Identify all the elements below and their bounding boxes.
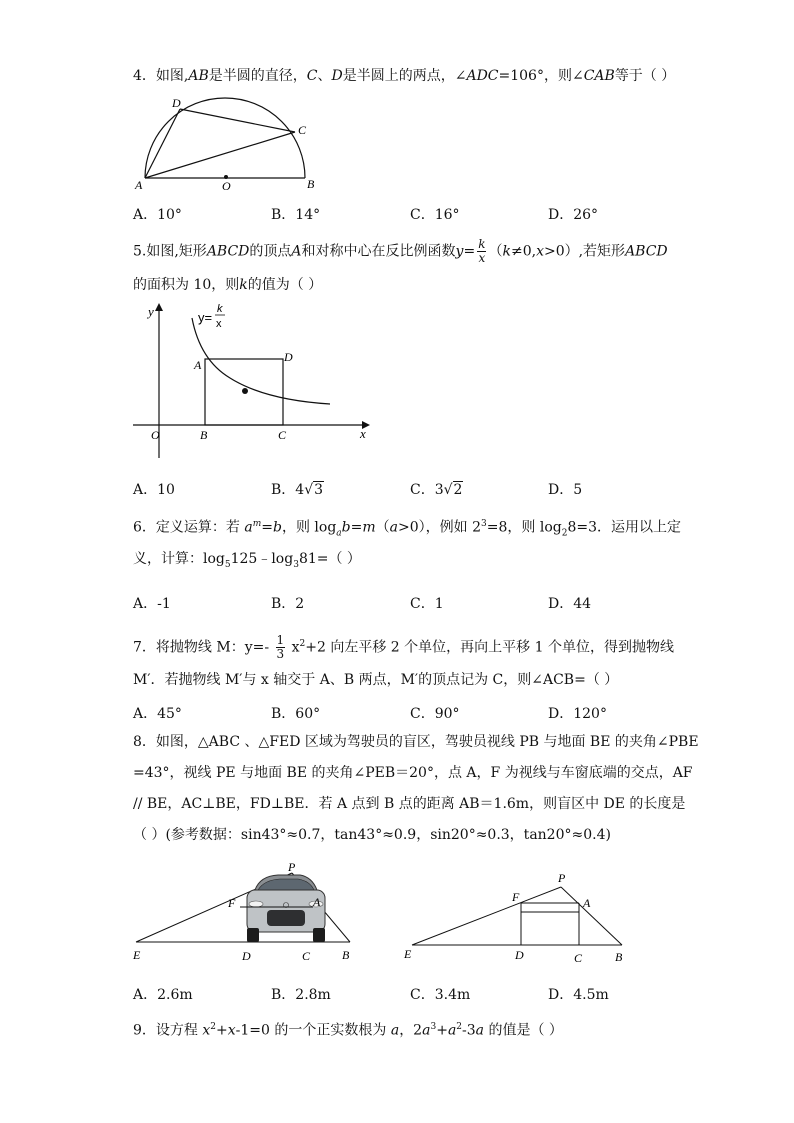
label-b: B — [342, 948, 350, 962]
label-c: C — [278, 428, 287, 442]
q8-stem-line4: （ ）(参考数据：sin43°≈0.7，tan43°≈0.9，sin20°≈0.3，tan20°≈0.4) — [133, 827, 611, 843]
q4-option-c[interactable]: C．16° — [410, 207, 460, 223]
label-d: D — [515, 948, 524, 962]
q8-stem-line1: 8．如图，△ABC 、△FED 区域为驾驶员的盲区，驾驶员视线 PB 与地面 BE 的夹角∠PBE — [133, 734, 699, 750]
car-grille — [267, 910, 305, 926]
label-e: E — [404, 947, 412, 961]
car-wheel-right — [313, 928, 325, 942]
label-c: C — [574, 951, 583, 965]
q7-option-c[interactable]: C．90° — [410, 706, 460, 722]
func-label-den: x — [216, 318, 222, 330]
q8-stem-line3: // BE，AC⊥BE，FD⊥BE．若 A 点到 B 点的距离 AB＝1.6m，则盲区中 DE 的长度是 — [133, 796, 686, 812]
label-d: D — [172, 96, 181, 110]
q6-option-d[interactable]: D．44 — [548, 596, 592, 612]
q8-option-a[interactable]: A．2.6m — [133, 987, 193, 1003]
label-e: E — [133, 948, 141, 962]
car-headlight-left — [249, 901, 263, 907]
q8-stem-line2: =43°，视线 PE 与地面 BE 的夹角∠PEB＝20°，点 A，F 为视线与车窗底端的交点，AF — [133, 765, 693, 781]
q8-figure-car — [130, 860, 360, 965]
label-p: P — [558, 871, 566, 885]
q5-option-c[interactable]: C．3√2 — [410, 482, 463, 498]
sight-line-pe — [412, 887, 561, 945]
q4-semicircle-figure — [130, 90, 330, 195]
q4-option-d[interactable]: D．26° — [548, 207, 599, 223]
segment-dc — [180, 109, 295, 132]
label-b: B — [615, 950, 623, 964]
q8-option-c[interactable]: C．3.4m — [410, 987, 471, 1003]
label-d: D — [284, 350, 293, 364]
q7-fraction: $\frac{1}{3}$ — [276, 633, 285, 661]
y-axis-arrow — [155, 303, 163, 311]
label-a: A — [194, 358, 202, 372]
label-a: A — [583, 896, 591, 910]
sight-line-pb — [561, 887, 622, 945]
q4-option-a[interactable]: A．10° — [133, 207, 182, 223]
segment-ac — [145, 132, 295, 178]
q7-option-b[interactable]: B．60° — [271, 706, 321, 722]
q5-stem-line1: 5.如图,矩形ABCD的顶点A和对称中心在反比例函数y= $\frac{k}{x}$ （k≠0,x>0）,若矩形ABCD — [133, 237, 668, 265]
label-d: D — [242, 949, 251, 963]
q6-stem-line2: 义，计算：$\log_5125﹣\log_381=$（ ） — [133, 551, 361, 570]
car-wheel-left — [247, 928, 259, 942]
q7-option-a[interactable]: A．45° — [133, 706, 182, 722]
q6-option-a[interactable]: A．-1 — [133, 596, 171, 612]
q6-option-c[interactable]: C．1 — [410, 596, 444, 612]
label-p: P — [288, 860, 296, 874]
label-y: y — [148, 304, 154, 319]
segment-ad — [145, 109, 180, 178]
q5-option-b[interactable]: B．4√3 — [271, 482, 324, 498]
q5-graph — [130, 298, 380, 463]
q6-stem-line1: 6．定义运算：若 $a^m=b$，则 $\log_ab=m(a>0)$，例如 $2^3=8$，则 $\log_28=3$．运用以上定 — [133, 519, 681, 539]
label-o: O — [151, 428, 160, 442]
semicircle-arc — [145, 98, 305, 178]
label-b: B — [307, 177, 315, 191]
label-f: F — [512, 890, 520, 904]
center-point — [242, 388, 248, 394]
q5-option-d[interactable]: D．5 — [548, 482, 583, 498]
label-a: A — [135, 178, 143, 192]
q5-option-a[interactable]: A．10 — [133, 482, 175, 498]
label-f: F — [228, 896, 236, 910]
label-o: O — [222, 179, 231, 193]
q8-option-d[interactable]: D．4.5m — [548, 987, 609, 1003]
q4-stem: 4．如图,AB是半圆的直径，C、D是半圆上的两点，∠ADC=106°，则∠CAB等于（ ） — [133, 68, 676, 84]
hyperbola-curve — [192, 318, 330, 404]
q7-stem-line1: 7．将抛物线 M：y=- $\frac{1}{3}$ $x^2+2$ 向左平移 2 个单位，再向上平移 1 个单位，得到抛物线 — [133, 633, 674, 661]
q8-option-b[interactable]: B．2.8m — [271, 987, 331, 1003]
q7-option-d[interactable]: D．120° — [548, 706, 607, 722]
func-label-num: k — [217, 303, 223, 315]
label-b: B — [200, 428, 208, 442]
q5-stem-line2: 的面积为 10，则k的值为（ ） — [133, 277, 323, 293]
q7-stem-line2: M′．若抛物线 M′与 x 轴交于 A、B 两点，M′的顶点记为 C，则∠ACB=（ ） — [133, 672, 619, 688]
q5-fraction: $\frac{k}{x}$ — [478, 237, 486, 265]
q6-option-b[interactable]: B．2 — [271, 596, 305, 612]
label-a: A — [313, 895, 321, 909]
func-label-y: y= — [198, 310, 213, 325]
q4-option-b[interactable]: B．14° — [271, 207, 321, 223]
q9-stem: 9．设方程 $x^2+x-1=0$ 的一个正实数根为 a，$2a^3+a^2-3a$ 的值是（ ） — [133, 1022, 563, 1039]
label-c: C — [298, 123, 307, 137]
label-c: C — [302, 949, 311, 963]
label-x: x — [360, 426, 366, 441]
q8-figure-geometry — [400, 860, 635, 965]
